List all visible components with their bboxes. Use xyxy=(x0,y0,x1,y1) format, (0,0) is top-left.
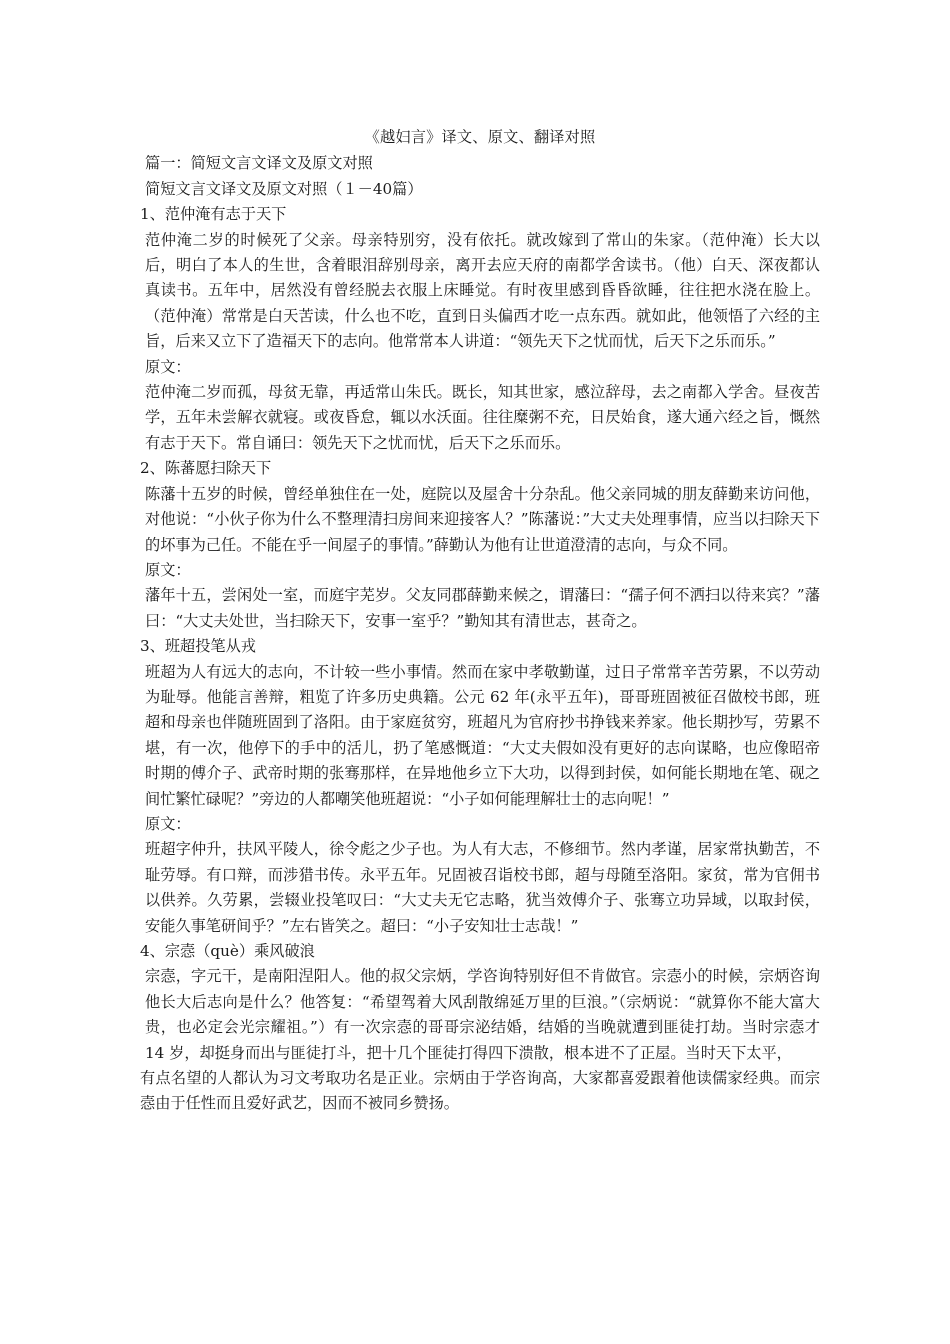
section-4-translation: 宗悫，字元干，是南阳涅阳人。他的叔父宗炳，学咨询特别好但不肯做官。宗悫小的时候，宗炳咨询他长大后志向是什么？他答复：“希望驾着大风刮散绵延万里的巨浪。”（宗炳说：“就算你不能大富大贵，也必定会光宗耀祖。”）有一次宗悫的哥哥宗泌结婚，结婚的当晚就遭到匪徒打劫。当时宗悫才 14 岁，却挺身而出与匪徒打斗，把十几个匪徒打得四下溃散，根本进不了正屋。当时天下太平， xyxy=(145,967,820,1062)
section-4-heading: 4、宗悫（què）乘风破浪 xyxy=(140,942,315,960)
section-3-heading: 3、班超投笔从戎 xyxy=(140,637,256,656)
section-1-original-label: 原文： xyxy=(145,357,191,376)
section-3-original: 班超字仲升，扶风平陵人，徐令彪之少子也。为人有大志，不修细节。然内孝谨，居家常执勤苦，不耻劳辱。有口辩，而涉猎书传。永平五年。兄固被召诣校书郎，超与母随至洛阳。家贫，常为官佣书以供养。久劳累，尝辍业投笔叹曰：“大丈夫无它志略，犹当效傅介子、张骞立功异域，以取封侯，安能久事笔研间乎？”左右皆笑之。超曰：“小子安知壮士志哉！” xyxy=(145,840,820,935)
section-2-heading: 2、陈蕃愿扫除天下 xyxy=(140,459,272,478)
section-1-original: 范仲淹二岁而孤，母贫无靠，再适常山朱氏。既长，知其世家，感泣辞母，去之南都入学舍。昼夜苦学，五年未尝解衣就寝。或夜昏怠，辄以水沃面。往往糜粥不充，日昃始食，遂大通六经之旨，慨然有志于天下。常自诵曰：领先天下之忧而忧，后天下之乐而乐。 xyxy=(145,383,820,452)
section-4-continuation: 有点名望的人都认为习文考取功名是正业。宗炳由于学咨询高，大家都喜爱跟着他读儒家经典。而宗悫由于任性而且爱好武艺，因而不被同乡赞扬。 xyxy=(140,1069,820,1113)
document-title: 《越妇言》译文、原文、翻译对照 xyxy=(364,128,596,146)
document-body xyxy=(140,125,820,1117)
section-3-translation: 班超为人有远大的志向，不计较一些小事情。然而在家中孝敬勤谨，过日子常常辛苦劳累，不以劳动为耻辱。他能言善辩，粗览了许多历史典籍。公元 62 年(永平五年)，哥哥班固被征召做校书郎，班超和母亲也伴随班固到了洛阳。由于家庭贫穷，班超凡为官府抄书挣钱来养家。他长期抄写，劳累不堪，有一次，他停下的手中的活儿，扔了笔感慨道：“大丈夫假如没有更好的志向谋略，也应像昭帝时期的傅介子、武帝时期的张骞那样，在异地他乡立下大功，以得到封侯，如何能长期地在笔、砚之间忙繁忙碌呢？”旁边的人都嘲笑他班超说：“小子如何能理解壮士的志向呢！” xyxy=(145,662,820,808)
section-2-original: 藩年十五，尝闲处一室，而庭宇芜岁。父友同郡薛勤来候之，谓藩曰：“孺子何不洒扫以待来宾？”藩曰：“大丈夫处世，当扫除天下，安事一室乎？”勤知其有清世志，甚奇之。 xyxy=(145,586,820,630)
section-2-translation: 陈藩十五岁的时候，曾经单独住在一处，庭院以及屋舍十分杂乱。他父亲同城的朋友薛勤来访问他，对他说：“小伙子你为什么不整理清扫房间来迎接客人？”陈藩说：”大丈夫处理事情，应当以扫除天下的坏事为己任。不能在乎一间屋子的事情。”薛勤认为他有让世道澄清的志向，与众不同。 xyxy=(145,484,820,554)
section-1-heading: 1、范仲淹有志于天下 xyxy=(140,205,287,224)
section-3-original-label: 原文： xyxy=(145,814,191,833)
section-2-original-label: 原文： xyxy=(145,560,191,579)
heading-collection: 简短文言文译文及原文对照（１－40篇） xyxy=(145,179,423,198)
heading-part-one: 篇一：简短文言文译文及原文对照 xyxy=(145,154,373,173)
section-1-translation: 范仲淹二岁的时候死了父亲。母亲特别穷，没有依托。就改嫁到了常山的朱家。（范仲淹）长大以后，明白了本人的生世，含着眼泪辞别母亲，离开去应天府的南都学舍读书。（他）白天、深夜都认真读书。五年中，居然没有曾经脱去衣服上床睡觉。有时夜里感到昏昏欲睡，往往把水浇在脸上。（范仲淹）常常是白天苦读，什么也不吃，直到日头偏西才吃一点东西。就如此，他领悟了六经的主旨，后来又立下了造福天下的志向。他常常本人讲道：“领先天下之忧而忧，后天下之乐而乐。” xyxy=(145,230,820,351)
